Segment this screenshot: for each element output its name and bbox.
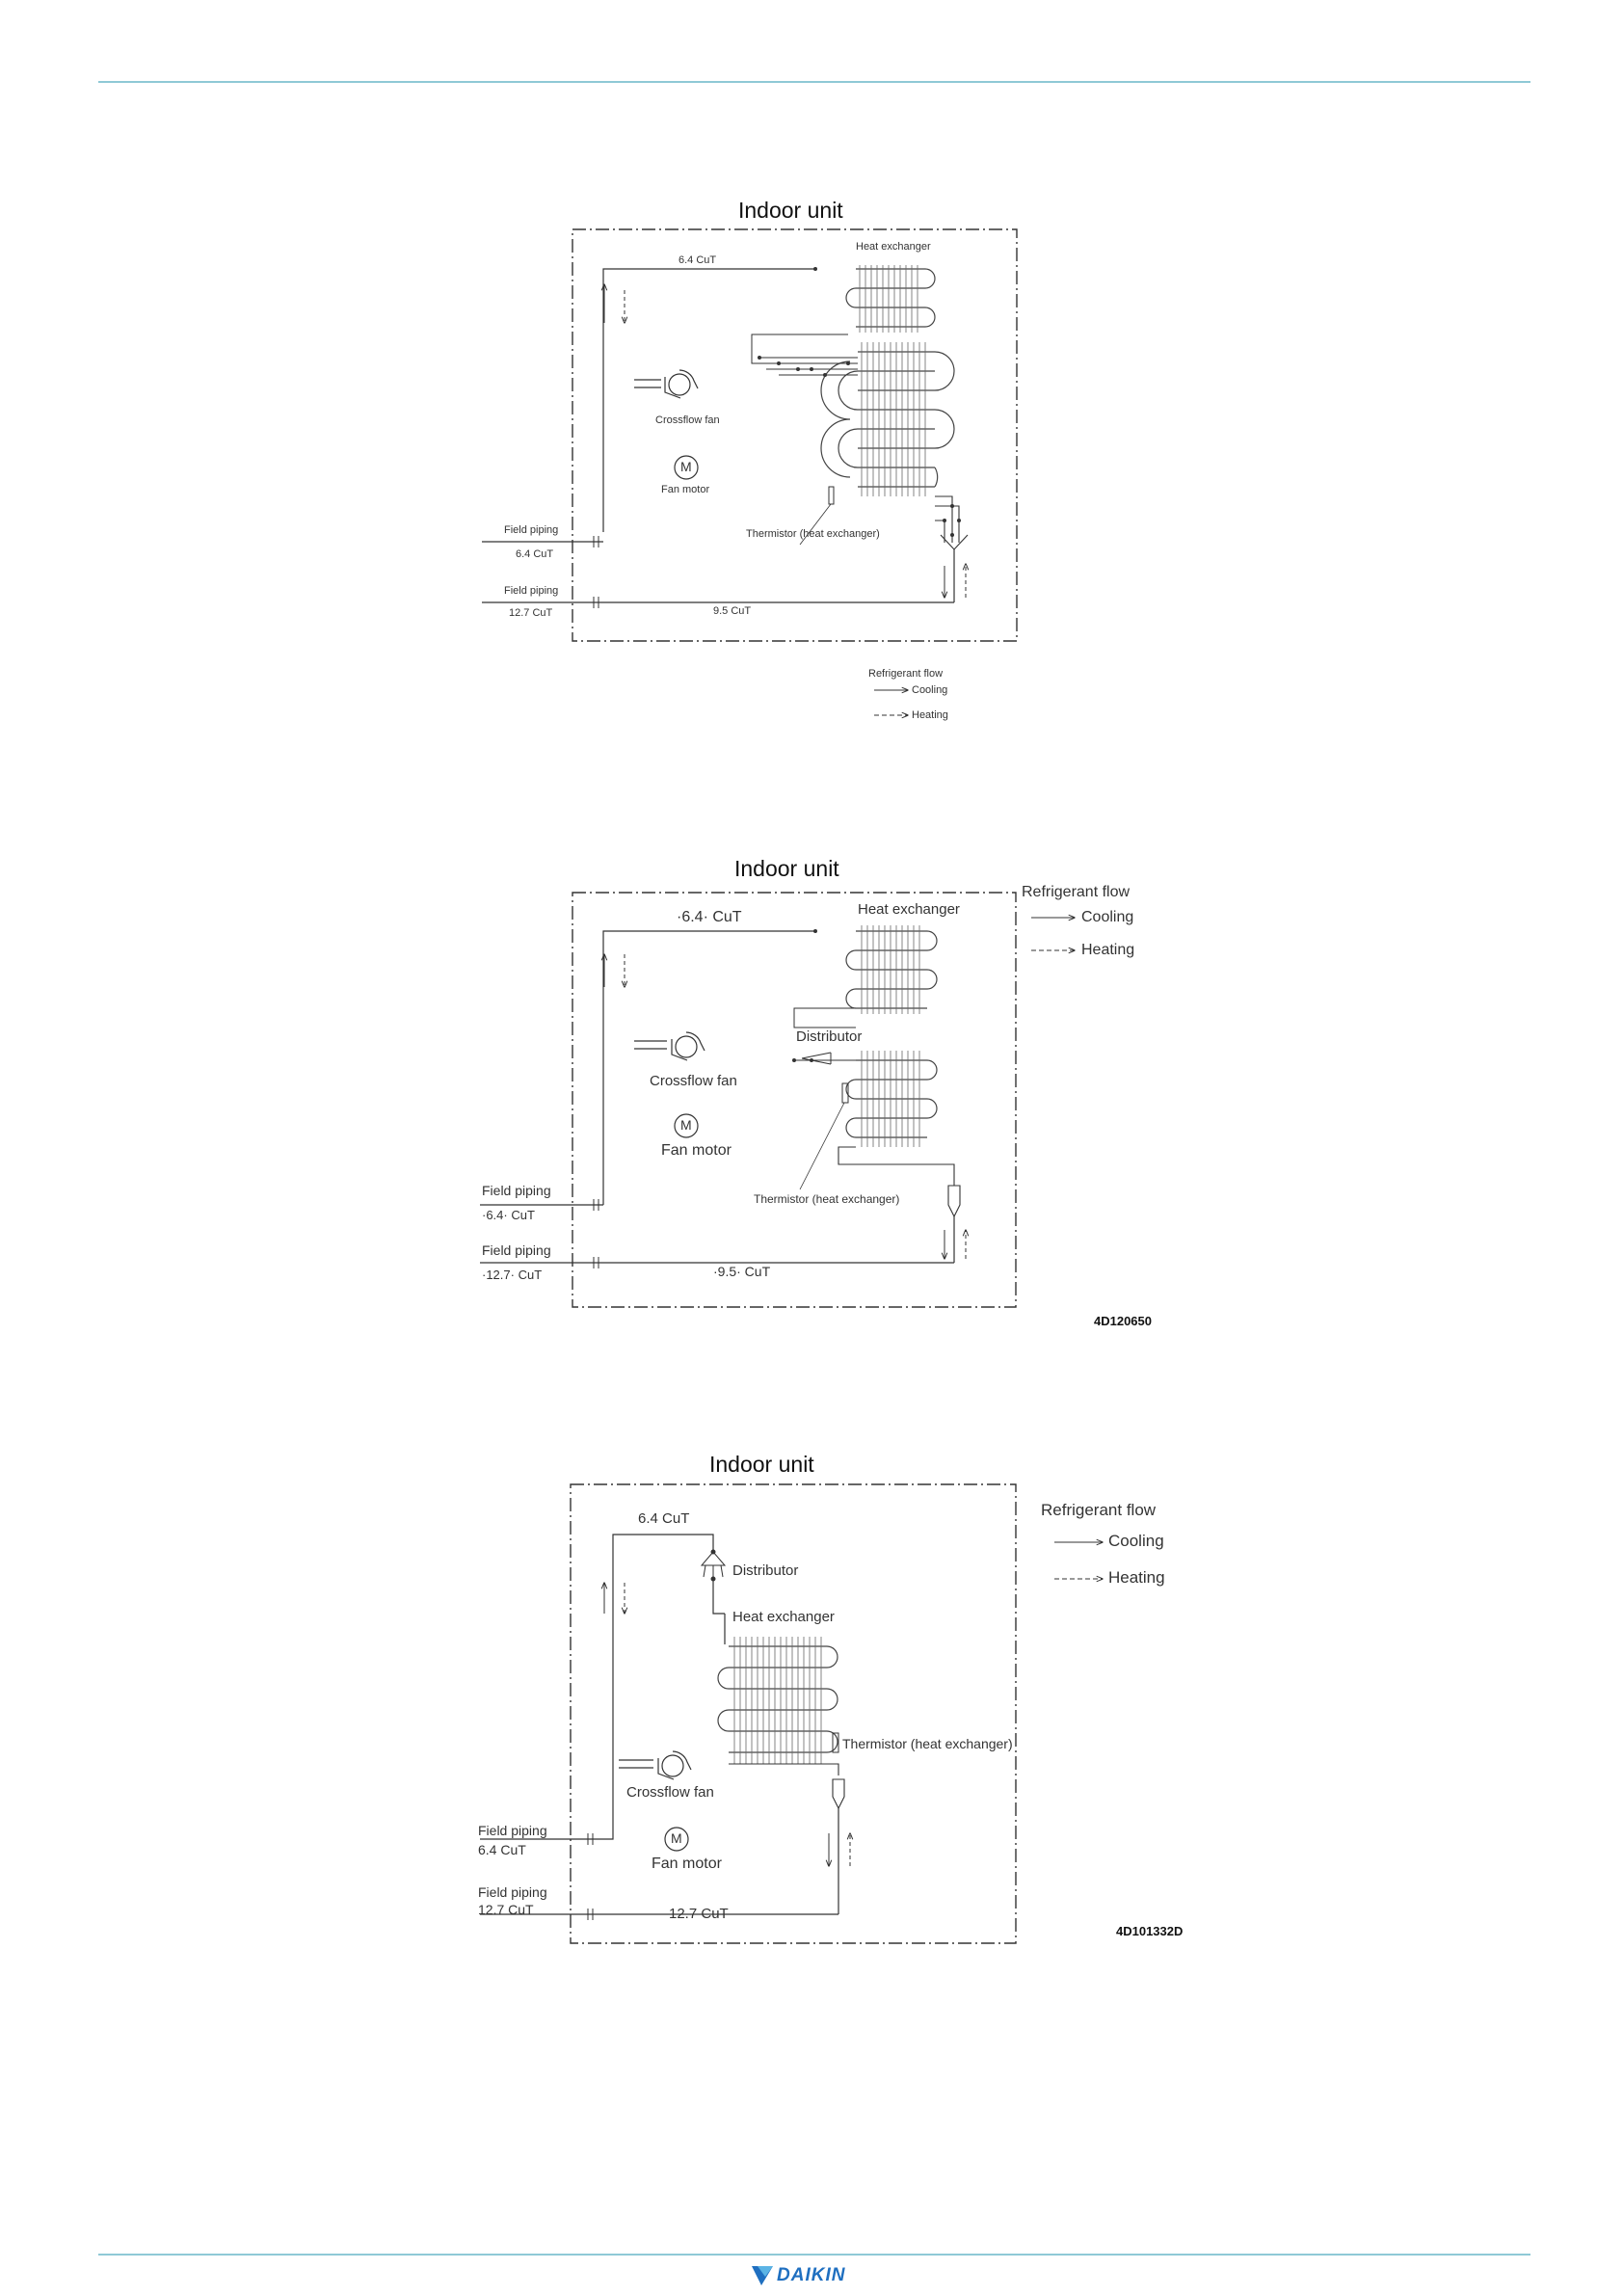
field-piping-label-1: Field piping: [504, 524, 559, 536]
drawing-code: 4D120650: [1094, 1314, 1152, 1328]
motor-symbol: M: [680, 459, 692, 474]
distributor-nodes: [758, 356, 850, 377]
thermistor-icon: [829, 487, 834, 504]
distributor-icon: [702, 1552, 725, 1577]
crossflow-fan-label: Crossflow fan: [626, 1784, 714, 1801]
heat-exchanger-lower: [846, 1060, 937, 1137]
crossflow-fan-icon: [634, 1032, 705, 1060]
flare-marks: [594, 536, 599, 608]
pipe-size-top: 6.4 CuT: [678, 254, 717, 266]
crossflow-fan-label: Crossflow fan: [650, 1073, 737, 1089]
heat-exchanger-fins-upper: [860, 265, 918, 333]
legend-cooling-label: Cooling: [1081, 909, 1134, 925]
distributor-lines: [752, 334, 858, 375]
field-pipe-size-2: 12.7 CuT: [478, 1902, 534, 1917]
field-pipe-size-1: 6.4 CuT: [516, 548, 554, 560]
heat-exchanger-coil: [718, 1646, 838, 1752]
field-piping-label-1: Field piping: [482, 1183, 551, 1198]
legend-title: Refrigerant flow: [1022, 884, 1131, 900]
top-pipe: [603, 931, 815, 1205]
thermistor-label: Thermistor (heat exchanger): [754, 1192, 900, 1206]
diagram-1-drawing: [472, 188, 1031, 737]
field-pipe-size-2: ·12.7· CuT: [482, 1268, 543, 1282]
heat-exchanger-label: Heat exchanger: [732, 1609, 835, 1625]
heat-exchanger-fins: [734, 1637, 821, 1764]
fan-motor-label: Fan motor: [652, 1855, 722, 1872]
pipe-size-top: ·6.4· CuT: [677, 909, 742, 925]
heat-exchanger-lower: [821, 352, 954, 487]
indoor-unit-title: Indoor unit: [709, 1452, 814, 1477]
refrigerant-diagram-3: [472, 1444, 1205, 1955]
heat-exchanger-upper: [846, 931, 937, 1008]
field-pipe-size-1: ·6.4· CuT: [482, 1208, 535, 1222]
heat-exchanger-fins-lower: [862, 342, 925, 496]
field-pipe-size-2: 12.7 CuT: [509, 607, 553, 619]
pipe-size-bottom: 9.5 CuT: [713, 605, 752, 617]
legend-cooling-label: Cooling: [912, 684, 948, 696]
flare-marks: [588, 1833, 593, 1920]
outlet-pipe: [838, 1147, 960, 1216]
outlet-pipe: [729, 1764, 844, 1808]
footer-rule: [98, 2254, 1530, 2256]
motor-symbol: M: [671, 1830, 682, 1846]
pipe-size-top: 6.4 CuT: [638, 1510, 690, 1527]
diagram-2-drawing: [472, 846, 1166, 1348]
header-rule: [98, 81, 1530, 83]
field-piping-label-2: Field piping: [482, 1242, 551, 1258]
thermistor-label: Thermistor (heat exchanger): [746, 528, 880, 540]
pipe-node: [813, 267, 817, 271]
legend-title: Refrigerant flow: [1041, 1501, 1157, 1519]
legend-heating-label: Heating: [1081, 942, 1135, 958]
legend-heating-label: Heating: [1108, 1568, 1165, 1587]
heat-exchanger-label: Heat exchanger: [858, 901, 960, 918]
refrigerant-diagram-2: [472, 846, 1166, 1348]
indoor-unit-title: Indoor unit: [738, 198, 843, 223]
daikin-logo-text: DAIKIN: [777, 2265, 846, 2285]
crossflow-fan-label: Crossflow fan: [655, 414, 720, 426]
motor-symbol: M: [680, 1117, 692, 1133]
legend-heating-label: Heating: [912, 709, 948, 721]
pipe-size-bottom: 12.7 CuT: [669, 1906, 729, 1922]
indoor-unit-boundary: [571, 1484, 1016, 1943]
distributor-label: Distributor: [796, 1028, 863, 1045]
indoor-unit-boundary: [572, 893, 1016, 1307]
distributor-pipe: [713, 1579, 725, 1644]
return-pipe: [603, 1216, 954, 1263]
fan-motor-label: Fan motor: [661, 484, 710, 495]
diagram-3-drawing: [472, 1444, 1205, 1955]
outlet-pipe: [935, 496, 968, 549]
indoor-unit-title: Indoor unit: [734, 856, 839, 881]
refrigerant-diagram-1: [472, 188, 1031, 737]
field-pipe-size-1: 6.4 CuT: [478, 1842, 526, 1857]
indoor-unit-boundary: [572, 229, 1017, 641]
field-piping-label-1: Field piping: [478, 1823, 547, 1838]
distributor-label: Distributor: [732, 1562, 799, 1579]
legend-cooling-label: Cooling: [1108, 1532, 1164, 1550]
field-piping-label-2: Field piping: [478, 1884, 547, 1900]
heat-exchanger-label: Heat exchanger: [856, 241, 931, 253]
crossflow-fan-icon: [619, 1751, 691, 1779]
legend-title: Refrigerant flow: [868, 668, 944, 680]
field-piping-label-2: Field piping: [504, 585, 559, 597]
drawing-code: 4D101332D: [1116, 1924, 1184, 1938]
thermistor-label: Thermistor (heat exchanger): [842, 1736, 1013, 1751]
crossflow-fan-icon: [634, 370, 698, 398]
flare-marks: [594, 1199, 599, 1268]
pipe-size-bottom: ·9.5· CuT: [713, 1264, 771, 1279]
thermistor-leader: [800, 1103, 844, 1189]
daikin-logo: [752, 2265, 871, 2286]
fan-motor-label: Fan motor: [661, 1142, 732, 1159]
return-pipe: [603, 549, 954, 602]
